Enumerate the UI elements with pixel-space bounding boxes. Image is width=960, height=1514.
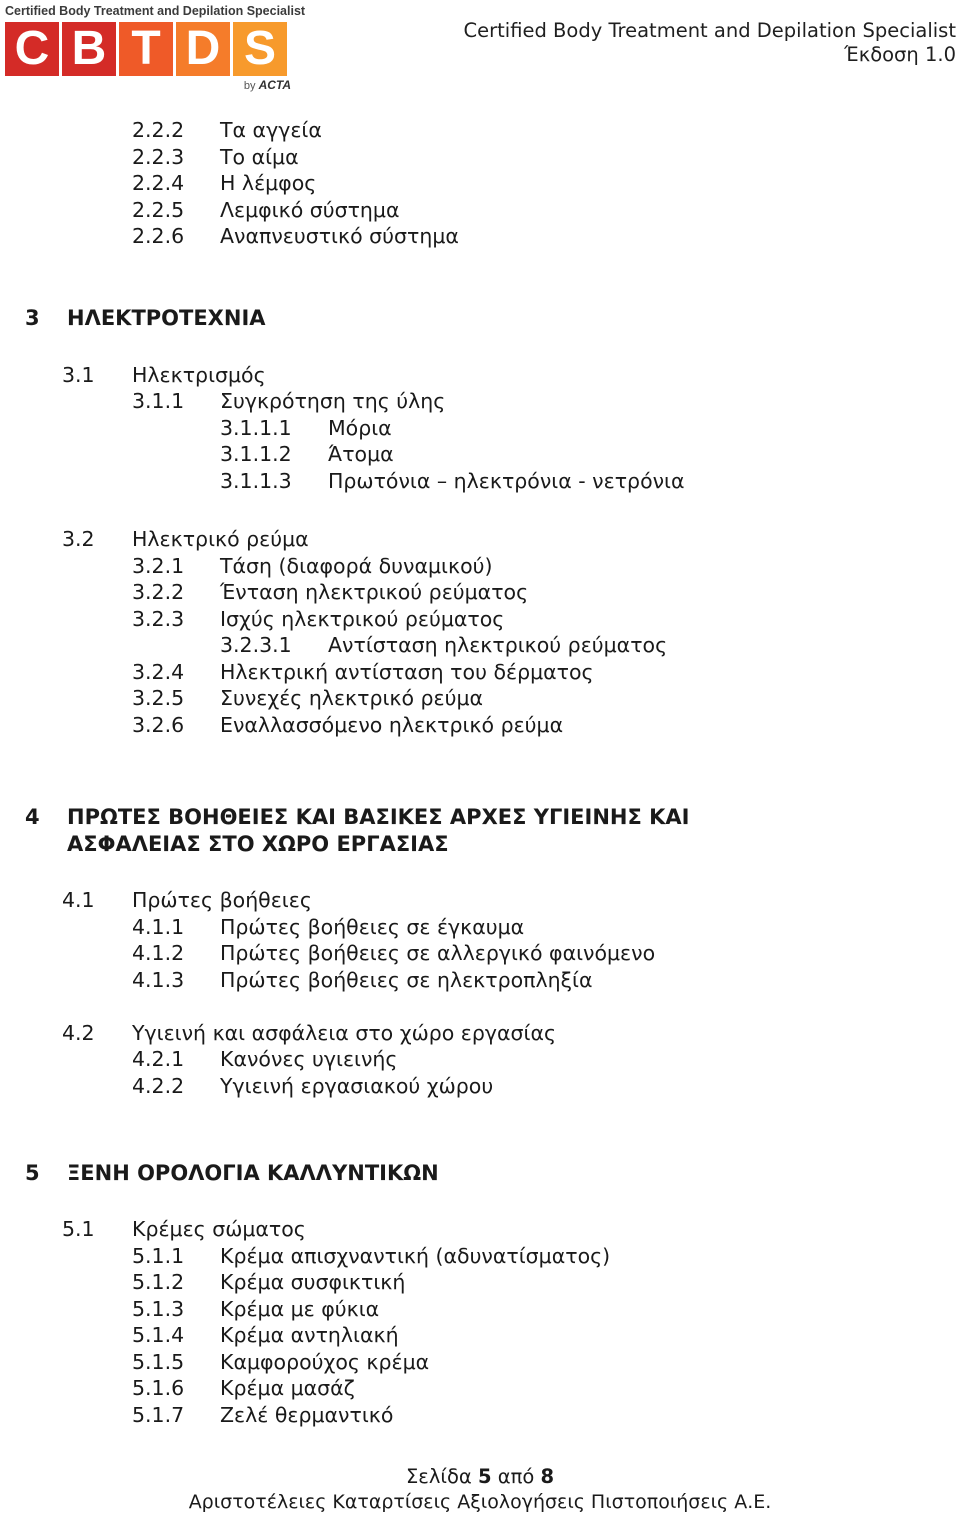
page-number: [0, 1465, 960, 1488]
logo-by-acta: [244, 78, 291, 92]
page-separator: από: [497, 1465, 535, 1488]
logo-brand-text: ACTA: [258, 78, 291, 92]
logo-letter-t: T: [119, 22, 173, 76]
chapter-heading-continued: ΑΣΦΑΛΕΙΑΣ ΣΤΟ ΧΩΡΟ ΕΡΓΑΣΙΑΣ: [67, 832, 449, 856]
header-version: Έκδοση 1.0: [844, 43, 956, 66]
logo-letter-s: S: [233, 22, 287, 76]
logo-letter-group: [5, 22, 287, 76]
page-prefix: Σελίδα: [405, 1465, 472, 1488]
page-total: 8: [540, 1465, 555, 1488]
cbtds-logo: [5, 4, 306, 92]
logo-by-text: by: [243, 80, 256, 92]
logo-letter-b: B: [62, 22, 116, 76]
logo-letter-d: D: [176, 22, 230, 76]
logo-letter-c: C: [5, 22, 59, 76]
header-title: Certified Body Treatment and Depilation Specialist: [463, 19, 956, 42]
page-current: 5: [477, 1465, 492, 1488]
logo-tagline: Certified Body Treatment and Depilation Specialist: [5, 4, 306, 18]
footer-organization: Αριστοτέλειες Καταρτίσεις Αξιολογήσεις Πιστοποιήσεις Α.Ε.: [188, 1491, 772, 1513]
